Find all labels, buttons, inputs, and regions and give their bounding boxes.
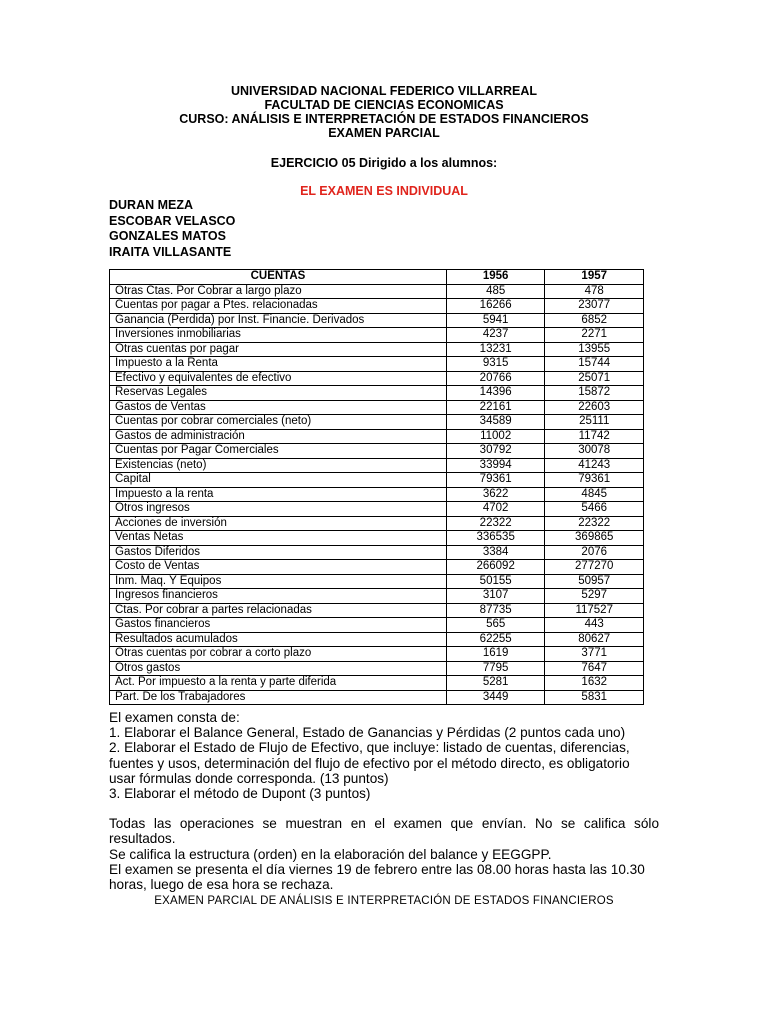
value-1957: 22322 (545, 516, 644, 531)
value-1956: 62255 (446, 632, 545, 647)
value-1956: 22161 (446, 400, 545, 415)
value-1956: 34589 (446, 415, 545, 430)
table-row (110, 632, 644, 647)
exam-note: Se califica la estructura (orden) en la elaboración del balance y EEGGPP. (109, 846, 552, 862)
account-name: Gastos de administración (110, 429, 447, 444)
value-1957: 13955 (545, 342, 644, 357)
value-1957: 4845 (545, 487, 644, 502)
value-1956: 4237 (446, 328, 545, 343)
value-1956: 3449 (446, 690, 545, 705)
account-name: Inm. Maq. Y Equipos (110, 574, 447, 589)
table-row (110, 357, 644, 372)
account-name: Impuesto a la Renta (110, 357, 447, 372)
table-row (110, 342, 644, 357)
header-1957: 1957 (545, 270, 644, 285)
account-name: Efectivo y equivalentes de efectivo (110, 371, 447, 386)
value-1956: 79361 (446, 473, 545, 488)
account-name: Existencias (neto) (110, 458, 447, 473)
document-header (0, 84, 768, 140)
account-name: Reservas Legales (110, 386, 447, 401)
value-1957: 2076 (545, 545, 644, 560)
student-name: ESCOBAR VELASCO (109, 213, 236, 228)
individual-notice: EL EXAMEN ES INDIVIDUAL (300, 184, 468, 198)
account-name: Otros gastos (110, 661, 447, 676)
value-1957: 25111 (545, 415, 644, 430)
value-1956: 3107 (446, 589, 545, 604)
table-row (110, 458, 644, 473)
value-1957: 15872 (545, 386, 644, 401)
value-1956: 87735 (446, 603, 545, 618)
table-row (110, 603, 644, 618)
value-1956: 4702 (446, 502, 545, 517)
exam-title: EXAMEN PARCIAL (328, 126, 440, 140)
faculty-name: FACULTAD DE CIENCIAS ECONOMICAS (264, 98, 504, 112)
header-cuentas: CUENTAS (110, 270, 447, 285)
value-1957: 369865 (545, 531, 644, 546)
value-1956: 30792 (446, 444, 545, 459)
student-list (109, 198, 235, 260)
instruction-item: 3. Elaborar el método de Dupont (3 puntos) (109, 786, 371, 802)
value-1957: 478 (545, 284, 644, 299)
table-row (110, 473, 644, 488)
value-1957: 1632 (545, 676, 644, 691)
account-name: Costo de Ventas (110, 560, 447, 575)
value-1957: 277270 (545, 560, 644, 575)
table-row (110, 661, 644, 676)
value-1957: 443 (545, 618, 644, 633)
table-row (110, 400, 644, 415)
instruction-item: 1. Elaborar el Balance General, Estado de Ganancias y Pérdidas (2 puntos cada uno) (109, 725, 626, 741)
account-name: Gastos de Ventas (110, 400, 447, 415)
exercise-heading: EJERCICIO 05 Dirigido a los alumnos: (270, 156, 498, 170)
value-1957: 22603 (545, 400, 644, 415)
value-1956: 7795 (446, 661, 545, 676)
course-title: CURSO: ANÁLISIS E INTERPRETACIÓN DE ESTADOS FINANCIEROS (179, 112, 589, 126)
table-row (110, 386, 644, 401)
instructions-intro: El examen consta de: (109, 710, 240, 725)
instruction-item: 2. Elaborar el Estado de Flujo de Efectivo, que incluye: listado de cuentas, diferencias, fuentes y usos, determinación del flujo de efectivo por el método directo, es obligatorio usar fórmulas donde corresponda. (13 puntos) (109, 740, 630, 786)
table-row (110, 531, 644, 546)
value-1956: 5941 (446, 313, 545, 328)
account-name: Cuentas por Pagar Comerciales (110, 444, 447, 459)
value-1957: 7647 (545, 661, 644, 676)
account-name: Otras cuentas por cobrar a corto plazo (110, 647, 447, 662)
account-name: Otros ingresos (110, 502, 447, 517)
table-row (110, 676, 644, 691)
value-1956: 336535 (446, 531, 545, 546)
value-1956: 3384 (446, 545, 545, 560)
table-row (110, 574, 644, 589)
table-row (110, 589, 644, 604)
account-name: Cuentas por cobrar comerciales (neto) (110, 415, 447, 430)
value-1957: 79361 (545, 473, 644, 488)
exam-note: El examen se presenta el día viernes 19 de febrero entre las 08.00 horas hasta las 10.30 horas, luego de esa hora se rechaza. (109, 861, 645, 893)
value-1957: 6852 (545, 313, 644, 328)
account-name: Ventas Netas (110, 531, 447, 546)
account-name: Act. Por impuesto a la renta y parte diferida (110, 676, 447, 691)
table-row (110, 647, 644, 662)
exam-note: Todas las operaciones se muestran en el examen que envían. No se califica sólo resultados. (109, 816, 659, 847)
value-1957: 41243 (545, 458, 644, 473)
value-1957: 5297 (545, 589, 644, 604)
value-1957: 50957 (545, 574, 644, 589)
value-1957: 25071 (545, 371, 644, 386)
value-1957: 3771 (545, 647, 644, 662)
account-name: Part. De los Trabajadores (110, 690, 447, 705)
table-row (110, 429, 644, 444)
account-name: Resultados acumulados (110, 632, 447, 647)
table-row (110, 487, 644, 502)
value-1956: 33994 (446, 458, 545, 473)
student-name: GONZALES MATOS (109, 229, 226, 243)
table-row (110, 299, 644, 314)
accounts-table-body (110, 284, 644, 705)
value-1956: 3622 (446, 487, 545, 502)
table-row (110, 502, 644, 517)
value-1956: 22322 (446, 516, 545, 531)
value-1957: 23077 (545, 299, 644, 314)
value-1957: 80627 (545, 632, 644, 647)
value-1957: 117527 (545, 603, 644, 618)
value-1956: 9315 (446, 357, 545, 372)
account-name: Otras Ctas. Por Cobrar a largo plazo (110, 284, 447, 299)
account-name: Inversiones inmobiliarias (110, 328, 447, 343)
table-row (110, 313, 644, 328)
value-1957: 5831 (545, 690, 644, 705)
value-1957: 2271 (545, 328, 644, 343)
page-footer: EXAMEN PARCIAL DE ANÁLISIS E INTERPRETACIÓN DE ESTADOS FINANCIEROS (154, 895, 614, 908)
account-name: Gastos Diferidos (110, 545, 447, 560)
account-name: Cuentas por pagar a Ptes. relacionadas (110, 299, 447, 314)
table-row (110, 371, 644, 386)
account-name: Gastos financieros (110, 618, 447, 633)
table-row (110, 545, 644, 560)
account-name: Capital (110, 473, 447, 488)
value-1956: 565 (446, 618, 545, 633)
value-1956: 14396 (446, 386, 545, 401)
account-name: Ganancia (Perdida) por Inst. Financie. Derivados (110, 313, 447, 328)
table-header-row (110, 270, 644, 285)
accounts-table (109, 269, 644, 705)
value-1957: 11742 (545, 429, 644, 444)
table-row (110, 444, 644, 459)
value-1956: 266092 (446, 560, 545, 575)
student-name: IRAITA VILLASANTE (109, 244, 232, 259)
university-name: UNIVERSIDAD NACIONAL FEDERICO VILLARREAL (230, 84, 538, 98)
account-name: Impuesto a la renta (110, 487, 447, 502)
account-name: Otras cuentas por pagar (110, 342, 447, 357)
table-row (110, 415, 644, 430)
table-row (110, 618, 644, 633)
student-name: DURAN MEZA (109, 198, 194, 212)
value-1956: 16266 (446, 299, 545, 314)
header-1956: 1956 (446, 270, 545, 285)
value-1956: 485 (446, 284, 545, 299)
value-1956: 50155 (446, 574, 545, 589)
account-name: Ctas. Por cobrar a partes relacionadas (110, 603, 447, 618)
value-1956: 11002 (446, 429, 545, 444)
value-1957: 15744 (545, 357, 644, 372)
value-1957: 5466 (545, 502, 644, 517)
account-name: Ingresos financieros (110, 589, 447, 604)
value-1956: 20766 (446, 371, 545, 386)
table-row (110, 516, 644, 531)
table-row (110, 284, 644, 299)
value-1957: 30078 (545, 444, 644, 459)
table-row (110, 328, 644, 343)
exam-instructions (109, 710, 659, 909)
table-row (110, 690, 644, 705)
value-1956: 5281 (446, 676, 545, 691)
value-1956: 13231 (446, 342, 545, 357)
account-name: Acciones de inversión (110, 516, 447, 531)
table-row (110, 560, 644, 575)
value-1956: 1619 (446, 647, 545, 662)
